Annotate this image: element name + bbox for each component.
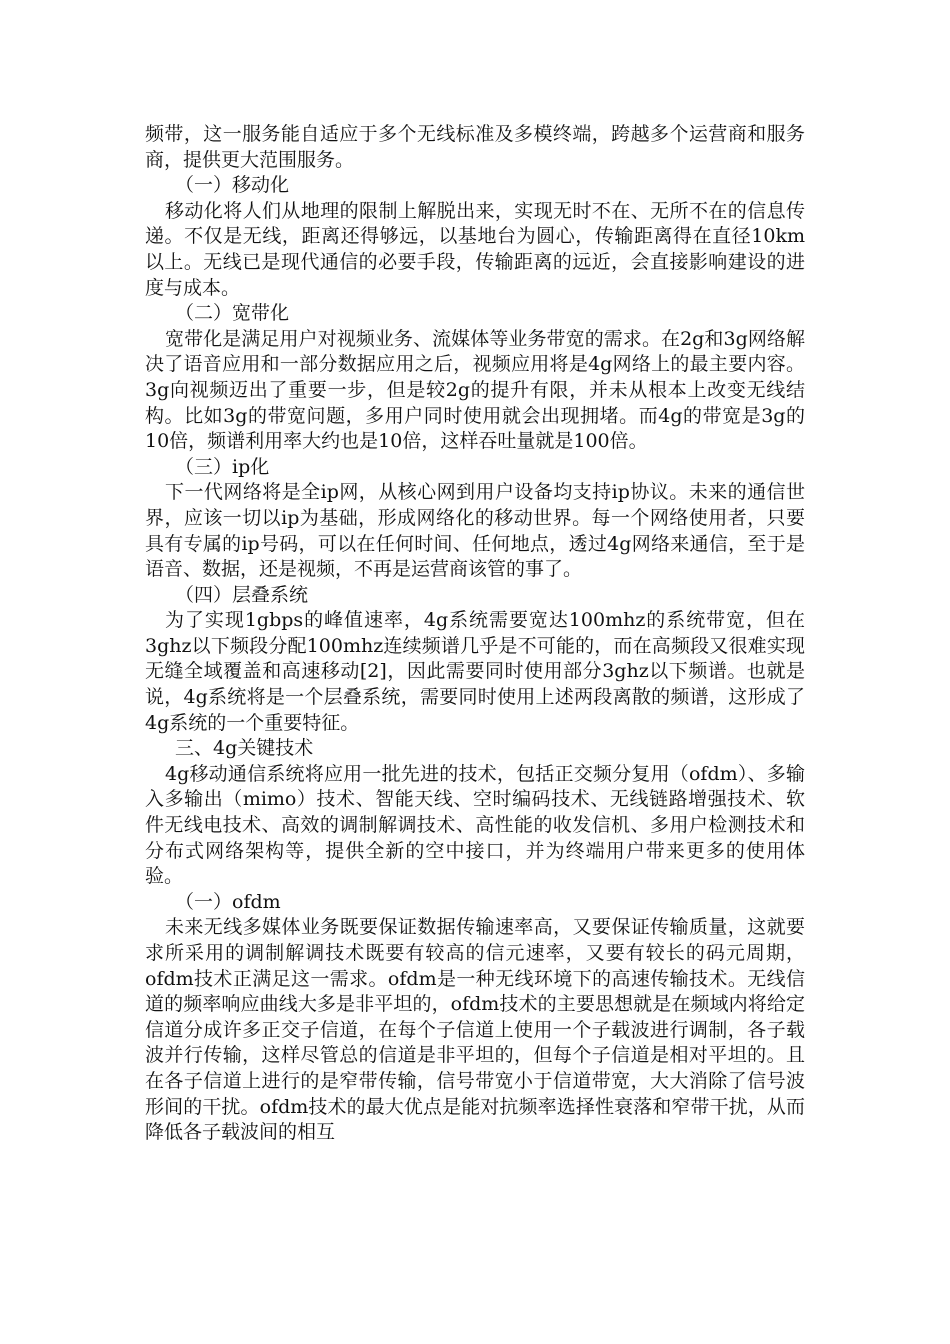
paragraph-ofdm: 未来无线多媒体业务既要保证数据传输速率高，又要保证传输质量，这就要求所采用的调制解调技术既要有较高的信元速率，又要有较长的码元周期，ofdm技术正满足这一需求。ofdm是一种无线环境下的高速传输技术。无线信道的频率响应曲线大多是非平坦的，ofdm技术的主要思想就是在频域内将给定信道分成许多正交子信道，在每个子信道上使用一个子载波进行调制，各子载波并行传输，这样尽管总的信道是非平坦的，但每个子信道是相对平坦的。且在各子信道上进行的是窄带传输，信号带宽小于信道带宽，大大消除了信号波形间的干扰。ofdm技术的最大优点是能对抗频率选择性衰落和窄带干扰，从而降低各子载波间的相互 [145,916,805,1144]
paragraph-key-technologies: 4g移动通信系统将应用一批先进的技术，包括正交频分复用（ofdm）、多输入多输出（mimo）技术、智能天线、空时编码技术、无线链路增强技术、软件无线电技术、高效的调制解调技术、高性能的收发信机、多用户检测技术和分布式网络架构等，提供全新的空中接口，并为终端用户带来更多的使用体验。 [145,762,805,888]
paragraph-intro-continuation: 频带，这一服务能自适应于多个无线标准及多模终端，跨越多个运营商和服务商，提供更大范围服务。 [145,123,805,171]
paragraph-ip: 下一代网络将是全ip网，从核心网到用户设备均支持ip协议。未来的通信世界，应该一切以ip为基础，形成网络化的移动世界。每一个网络使用者，只要具有专属的ip号码，可以在任何时间、任何地点，透过4g网络来通信，至于是语音、数据，还是视频，不再是运营商该管的事了。 [145,481,805,581]
heading-layered-system: （四）层叠系统 [175,583,309,606]
heading-mobility: （一）移动化 [175,174,290,197]
paragraph-broadband: 宽带化是满足用户对视频业务、流媒体等业务带宽的需求。在2g和3g网络解决了语音应用和一部分数据应用之后，视频应用将是4g网络上的最主要内容。3g向视频迈出了重要一步，但是较2g的提升有限，并未从根本上改变无线结构。比如3g的带宽问题，多用户同时使用就会出现拥堵。而4g的带宽是3g的10倍，频谱利用率大约也是10倍，这样吞吐量就是100倍。 [145,327,805,453]
heading-ofdm: （一）ofdm [175,890,281,913]
heading-key-technologies: 三、4g关键技术 [175,737,314,760]
paragraph-mobility: 移动化将人们从地理的限制上解脱出来，实现无时不在、无所不在的信息传递。不仅是无线，距离还得够远，以基地台为圆心，传输距离得在直径10km以上。无线已是现代通信的必要手段，传输距离的远近，会直接影响建设的进度与成本。 [145,199,805,299]
heading-broadband: （二）宽带化 [175,302,290,325]
heading-ip: （三）ip化 [175,455,270,478]
paragraph-layered-system: 为了实现1gbps的峰值速率，4g系统需要宽达100mhz的系统带宽，但在3ghz以下频段分配100mhz连续频谱几乎是不可能的，而在高频段又很难实现无缝全域覆盖和高速移动[2]，因此需要同时使用部分3ghz以下频谱。也就是说，4g系统将是一个层叠系统，需要同时使用上述两段离散的频谱，这形成了4g系统的一个重要特征。 [145,609,805,734]
document-page [145,122,805,1146]
